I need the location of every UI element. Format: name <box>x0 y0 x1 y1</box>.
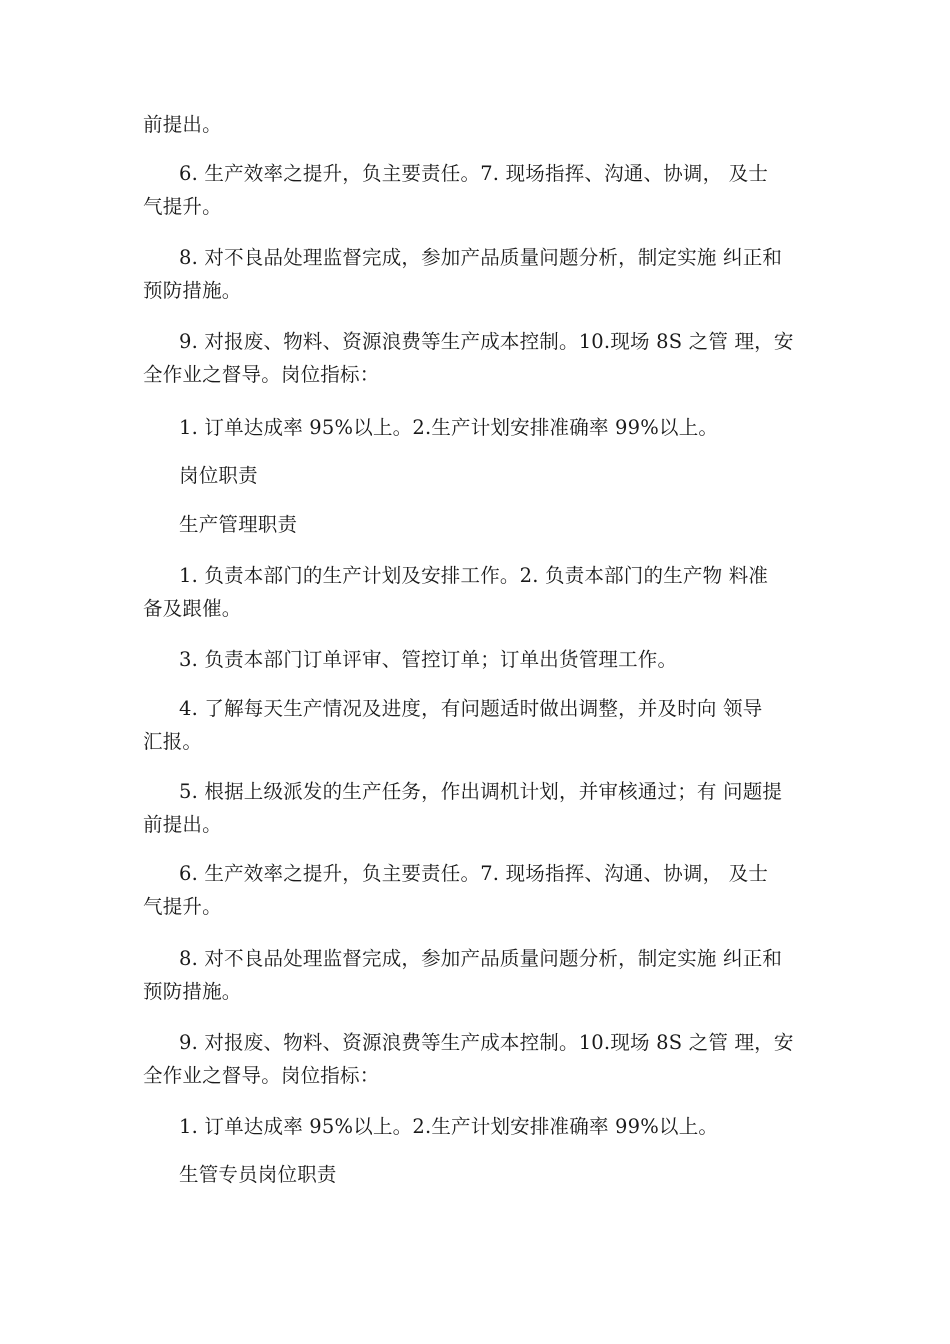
paragraph-continuation <box>143 108 831 141</box>
text-line: 6. 生产效率之提升，负主要责任。7. 现场指挥、沟通、协调， 及士 <box>179 862 769 885</box>
heading-text: 生管专员岗位职责 <box>179 1163 337 1186</box>
paragraph-item-3 <box>143 643 831 676</box>
text-line: 预防措施。 <box>143 980 242 1003</box>
heading-text: 生产管理职责 <box>179 513 298 536</box>
text-line: 预防措施。 <box>143 279 242 302</box>
paragraph-item-6 <box>143 157 831 223</box>
paragraph-item-6 <box>143 857 831 923</box>
heading-text: 岗位职责 <box>179 464 258 487</box>
text-line: 8. 对不良品处理监督完成，参加产品质量问题分析，制定实施 纠正和 <box>179 246 783 269</box>
text-line: 前提出。 <box>143 113 222 136</box>
text-line: 汇报。 <box>143 730 203 753</box>
paragraph-item-4 <box>143 692 831 758</box>
paragraph-item-8 <box>143 241 831 307</box>
text-line: 全作业之督导。岗位指标： <box>143 1064 380 1087</box>
text-line: 气提升。 <box>143 195 222 218</box>
text-line: 5. 根据上级派发的生产任务，作出调机计划，并审核通过；有 问题提 <box>179 780 783 803</box>
text-line: 1. 订单达成率 95%以上。2.生产计划安排准确率 99%以上。 <box>179 416 719 439</box>
paragraph-item-8 <box>143 942 831 1008</box>
text-line: 9. 对报废、物料、资源浪费等生产成本控制。10.现场 8S 之管 理，安 <box>179 330 794 353</box>
section-heading <box>143 1158 831 1191</box>
section-heading <box>143 459 831 492</box>
text-line: 1. 负责本部门的生产计划及安排工作。2. 负责本部门的生产物 料准 <box>179 564 769 587</box>
text-line: 8. 对不良品处理监督完成，参加产品质量问题分析，制定实施 纠正和 <box>179 947 783 970</box>
section-subheading <box>143 508 831 541</box>
text-line: 6. 生产效率之提升，负主要责任。7. 现场指挥、沟通、协调， 及士 <box>179 162 769 185</box>
text-line: 备及跟催。 <box>143 597 242 620</box>
paragraph-item-9 <box>143 325 831 391</box>
text-line: 3. 负责本部门订单评审、管控订单；订单出货管理工作。 <box>179 648 678 671</box>
text-line: 9. 对报废、物料、资源浪费等生产成本控制。10.现场 8S 之管 理，安 <box>179 1031 794 1054</box>
paragraph-kpi <box>143 1110 831 1143</box>
text-line: 1. 订单达成率 95%以上。2.生产计划安排准确率 99%以上。 <box>179 1115 719 1138</box>
paragraph-item-5 <box>143 775 831 841</box>
paragraph-item-9 <box>143 1026 831 1092</box>
paragraph-item-1 <box>143 559 831 625</box>
text-line: 4. 了解每天生产情况及进度，有问题适时做出调整，并及时向 领导 <box>179 697 763 720</box>
paragraph-kpi <box>143 411 831 444</box>
text-line: 气提升。 <box>143 895 222 918</box>
text-line: 全作业之督导。岗位指标： <box>143 363 380 386</box>
text-line: 前提出。 <box>143 813 222 836</box>
